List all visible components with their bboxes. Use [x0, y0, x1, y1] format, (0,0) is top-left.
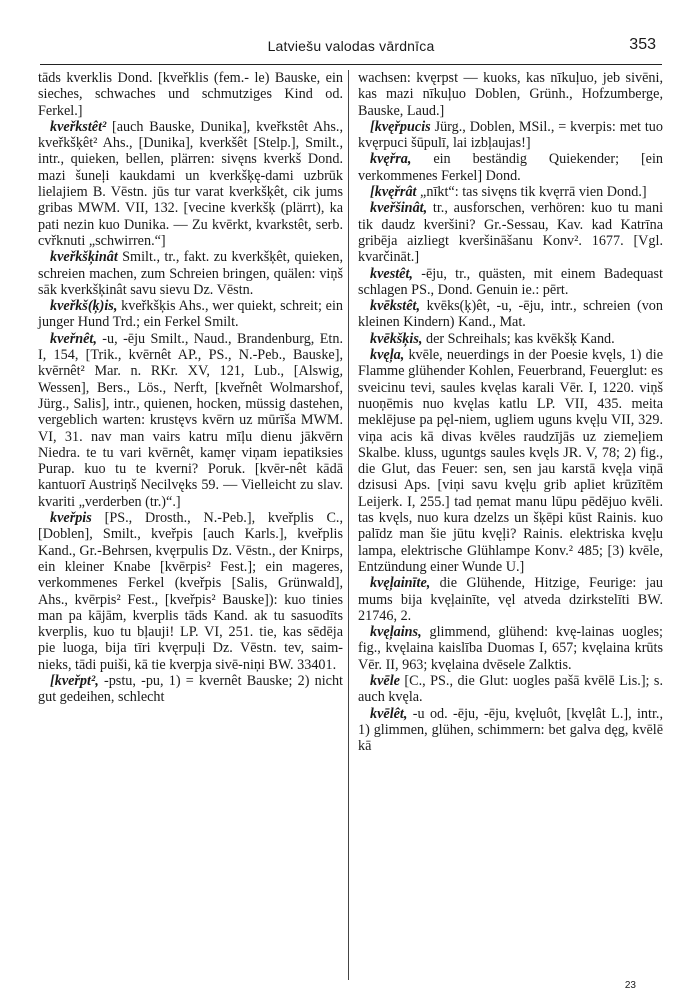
printer-signature: 23 — [624, 980, 636, 991]
entry-text: -u, -ēju Smilt., Naud., Brandenburg, Etn. I, 154, [Trik., kvērnêt AP., PS., N.-Peb., Bauske], kvērnêt² Mar. n. RKr. XV, 121, Lub., [Alswig, Wessen], Bers., Lös., Nerft, [kveřnêt Wolmarshof, Jürg., Salis], intr., quienen, hocken, müssig dastehen, vergeblich warten: krustęvs kvērn uz mūrīša MWM. VI, 31. nav man vairs katru mīļu dienu jākvērn Niedra. te tu vari kvērnêt, kamęr viņam iepatiksies Purap. kuo tu te kverni? Poruk. [kvēr-nêt kādā kantuorī Austriņš Necilvęks 59. — Vielleicht zu slav. kvariti „verderben (tr.)“.] — [38, 330, 344, 510]
entry-text: tāds kverklis Dond. [kveřklis (fem.- le) Bauske, ein sieches, schwaches und schmutziges Kind od. Ferkel.] — [38, 70, 343, 119]
dictionary-entry — [358, 331, 663, 347]
entry-headword: kvęřra, — [370, 151, 412, 168]
entry-headword: kvęļainīte, — [370, 575, 431, 592]
dictionary-entry — [358, 184, 663, 200]
page-number: 353 — [629, 36, 656, 53]
entry-text: Smilt., tr., fakt. zu kverkšķêt, quieken, schreien machen, zum Schreien bringen, quälen: viņš sāk kverkšķinât savu sievu Dz. Vēstn. — [38, 249, 343, 298]
dictionary-entry — [38, 119, 343, 249]
left-column — [38, 70, 343, 706]
entry-text: [auch Bauske, Dunika], kveřkstêt Ahs., kveřkšķêt² Ahs., [Dunika], kverkšêt [Stelp.], Smilt., intr., quieken, bellen, plärren: sivęns kverkš Dond. mazi šuneļi kaukdami un kverkšķę-dami uzbrūk lielajiem B. Vēstn. jūs tur varat kverkšķêt, cik jums gribas MWM. VII, 132. [vecine kverkšķ (plärrt), ka pati nezin kuo Dunika. — Zu kvērkt, kvarkstêt, serb. cvřknuti „schwirren.“] — [38, 118, 343, 249]
dictionary-entry — [38, 249, 343, 298]
entry-text: [PS., Drosth., N.-Peb.], kveřplis C., [Doblen], Smilt., kveřpis [auch Karls.], kveřplis Kand., Gr.-Behrsen, kvęrpulis Dz. Vēstn., der Knirps, ein kleiner Knabe [kvērpis² Fest.]; ein mageres, verkommenes Ferkel (kveřpis [Salis, Grünwald], Ahs., kvērpis² Fest., [kveřpis² Bauske]): kuo tinies man pa kājām, kverplis tāds Kand. ak tu sasuodīts kverplis, kuo tu bļauji! LP. VI, 251. tie, kas sēdēja pie luoga, bija tīri kvęrpuļi Dz. Vēstn. tev, saim-nieks, tādi puiši, kā tie kverpja sivē-niņi BW. 33401. — [38, 510, 344, 673]
dictionary-entry — [358, 266, 663, 299]
dictionary-entry — [38, 673, 343, 706]
entry-headword: [kvęřpucis — [370, 118, 431, 135]
dictionary-entry — [358, 119, 663, 152]
dictionary-entry — [358, 298, 663, 331]
entry-text: -u od. -ēju, -ēju, kvęluôt, [kvęlât L.], intr., 1) glimmen, glühen, schimmern: bet galva dęg, kvēlē kā — [358, 705, 664, 755]
entry-headword: [kveřpt², — [50, 672, 99, 689]
entry-text: -pstu, -pu, 1) = kvernêt Bauske; 2) nicht gut gedeihen, schlecht — [38, 672, 344, 706]
entry-text: ein beständig Quiekender; [ein verkommenes Ferkel] Dond. — [358, 151, 663, 184]
entry-text: wachsen: kvęrpst — kuoks, kas nīkuļuo, jeb sivēni, kas mazi nīkuļuo Doblen, Grünh., Hofzumberge, Bauske, Laud.] — [358, 70, 663, 119]
entry-text: [C., PS., die Glut: uogles pašā kvēlē Lis.]; s. auch kvęla. — [358, 672, 663, 706]
entry-text: der Schreihals; kas kvēkšķ Kand. — [425, 330, 615, 347]
entry-text: kveřkšķis Ahs., wer quiekt, schreit; ein junger Hund Trd.; ein Ferkel Smilt. — [38, 298, 343, 331]
running-title: Latviešu valodas vārdnīca — [267, 38, 435, 54]
entry-headword: [kvęřrât — [370, 184, 417, 201]
entry-headword: kvęļains, — [370, 624, 422, 641]
entry-headword: kveřšinât, — [370, 200, 428, 217]
dictionary-entry — [38, 510, 343, 673]
entry-text: Jürg., Doblen, MSil., = kverpis: met tuo kvęrpuci šūpulī, lai izbļaujas!] — [358, 118, 663, 152]
entry-text: kvēks(ķ)êt, -u, -ēju, intr., schreien (von kleinen Kindern) Kand., Mat. — [358, 298, 663, 331]
dictionary-entry — [358, 575, 663, 624]
entry-headword: kvestêt, — [370, 265, 413, 282]
entry-headword: kvēlêt, — [370, 705, 408, 722]
entry-headword: kveřpis — [50, 510, 92, 527]
dictionary-entry — [358, 624, 663, 673]
entry-headword: kvēkšķis, — [370, 330, 423, 347]
entry-text: kvēle, neuerdings in der Poesie kvęls, 1) die Flamme glühender Kohlen, Feuerbrand, Feuerglut: es sveicinu tevi, saules kvęlas karali Vēr. I, 1220. viņš nuoņēmis nuo kvęlas katlu LP. VII, 435. meita meklējuse pa pęl-niem, ugliem uguns kvęļu VII, 329. viņa acis kā divas kvēles raudzījās uz ziemeļiem Skalbe. kluss, uguntgs saules kvęls JR. V, 78; 2) fig., die Glut, das Feuer: sen, sen jau karstā kvęļa viņā dzisusi Aps. [viņi savu kvęļu grib apliet krūzītēm Leijerk. I, 255.] tad ņemat manu lūpu pēdējuo kvēli. tas kvęls, nuo kura dzelzs un šķēpi kūst Rainis. kuo palīdz man šie jūtu kvęļi? Rainis. elektriska kvęļu lampa, elektrische Glühlampe Konv.² 485; [3) kvēle, Entzündung einer Wunde U.] — [358, 347, 664, 575]
entry-headword: kveřkš(ķ)is, — [50, 298, 118, 315]
entry-headword: kvēle — [370, 672, 400, 689]
dictionary-entry — [358, 673, 663, 706]
entry-text: tr., ausforschen, verhören: kuo tu mani tik daudz kveršini? Gr.-Sessau, Kav. kad Katrīna gribēja aizliegt kveršināšanu Konv². 1677. [Vgl. kvarčināt.] — [358, 200, 664, 266]
entry-headword: kvęļa, — [370, 347, 405, 364]
column-divider — [348, 70, 349, 980]
dictionary-entry — [358, 200, 663, 265]
dictionary-entry — [358, 70, 663, 119]
entry-headword: kveřnêt, — [50, 330, 97, 347]
page-header — [40, 20, 662, 65]
dictionary-entry — [358, 347, 663, 575]
entry-headword: kvēkstêt, — [370, 298, 421, 315]
entry-text: glimmend, glühend: kvę-lainas uogles; fig., kvęlaina kaislība Duomas I, 657; kvęlaina krūts Vēr. II, 963; kvęlaina dvēsele Zalktis. — [358, 624, 664, 673]
entry-text: -ēju, tr., quästen, mit einem Badequast schlagen PS., Dond. Genuin ie.: pērt. — [358, 265, 664, 298]
dictionary-entry — [38, 331, 343, 510]
entry-text: die Glühende, Hitzige, Feurige: jau mums bija kvęļainīte, vęl atveda dzirkstelīti BW. 21746, 2. — [358, 575, 663, 624]
right-column — [358, 70, 663, 754]
dictionary-entry — [358, 706, 663, 755]
entry-headword: kveřkšķinât — [50, 249, 118, 266]
dictionary-entry — [38, 298, 343, 331]
entry-text: „nīkt“: tas sivęns tik kvęrrā vien Dond.] — [420, 184, 647, 201]
dictionary-entry — [358, 151, 663, 184]
dictionary-entry — [38, 70, 343, 119]
entry-headword: kveřkstêt² — [50, 118, 107, 135]
